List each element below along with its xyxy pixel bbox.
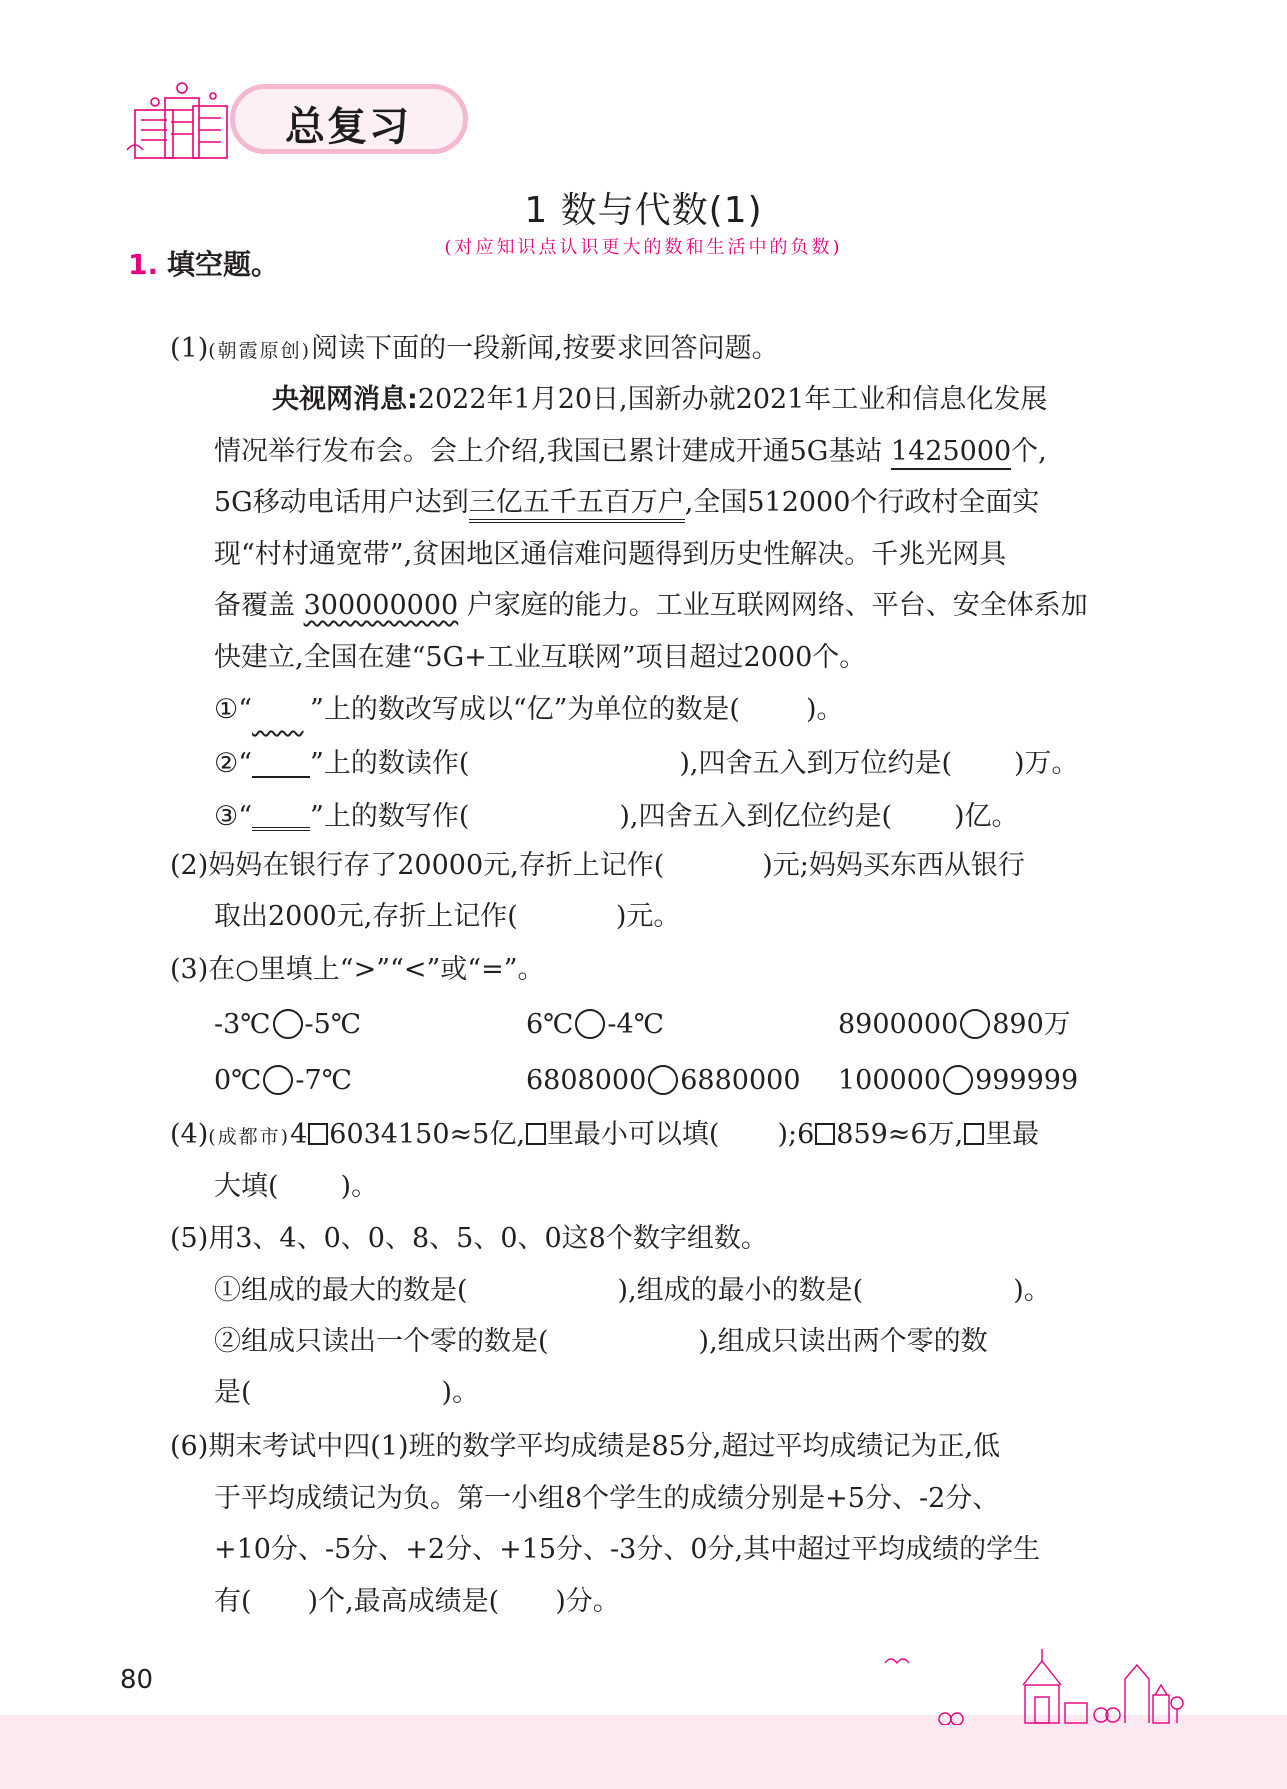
news-line-3: 5G移动电话用户达到三亿五千五百万户,全国512000个行政村全面实: [214, 486, 1039, 520]
part5-sub-2-cont: 是( )。: [214, 1377, 480, 1408]
digit-box[interactable]: [815, 1123, 835, 1145]
part6-line-3: +10分、-5分、+2分、+15分、-3分、0分,其中超过平均成绩的学生: [214, 1534, 1041, 1565]
part5-intro: (5)用3、4、0、0、8、5、0、0这8个数字组数。: [170, 1223, 768, 1254]
section-title: 1 数与代数(1): [524, 190, 763, 231]
page-number: 80: [120, 1665, 154, 1695]
sub-question-3: ③“ ”上的数写作( ),四舍五入到亿位约是( )亿。: [214, 796, 1019, 834]
double-underlined-number: 三亿五千五百万户: [469, 487, 685, 523]
compare-circle[interactable]: [648, 1065, 678, 1095]
question-heading: [128, 248, 279, 282]
part6-line-2: 于平均成绩记为负。第一小组8个学生的成绩分别是+5分、-2分、: [214, 1483, 1000, 1514]
question-number: 1.: [128, 248, 159, 281]
compare-circle[interactable]: [960, 1009, 990, 1039]
news-line-4: 现“村村通宽带”,贫困地区通信难问题得到历史性解决。千兆光网具: [214, 539, 1007, 570]
wavy-underlined-number: 300000000: [303, 590, 459, 621]
section-subtitle: (对应知识点认识更大的数和生活中的负数): [444, 237, 843, 258]
part4-line-2: 大填( )。: [214, 1171, 379, 1202]
comparison-4: 0℃ -7℃: [214, 1065, 352, 1096]
comparison-1: -3℃ -5℃: [214, 1009, 362, 1040]
part5-sub-1: ①组成的最大的数是( ),组成的最小的数是( )。: [214, 1275, 1051, 1306]
sub-question-1: ①“ ”上的数改写成以“亿”为单位的数是( )。: [214, 693, 844, 729]
banner-title: 总复习: [285, 104, 411, 150]
comparison-6: 100000 999999: [838, 1065, 1079, 1096]
news-line-6: 快建立,全国在建“5G+工业互联网”项目超过2000个。: [214, 642, 867, 673]
part6-line-4: 有( )个,最高成绩是( )分。: [214, 1586, 620, 1617]
source-tag: (朝霞原创): [208, 340, 312, 362]
digit-box-reference: [964, 1123, 984, 1145]
part4-line-1: (4)(成都市)4 6034150≈5亿, 里最小可以填( );6 859≈6万, 里最: [170, 1119, 1040, 1150]
underlined-number-1: 1425000: [891, 436, 1011, 470]
digit-box[interactable]: [308, 1123, 328, 1145]
part1-intro: (1)(朝霞原创)阅读下面的一段新闻,按要求回答问题。: [170, 333, 779, 364]
digit-box-reference: [526, 1123, 546, 1145]
compare-circle[interactable]: [273, 1009, 303, 1039]
comparison-3: 8900000 890万: [838, 1009, 1071, 1040]
part2-line-2: 取出2000元,存折上记作( )元。: [214, 901, 681, 932]
news-line-5: 备覆盖 300000000 户家庭的能力。工业互联网网络、平台、安全体系加: [214, 590, 1088, 621]
underline-marker: [252, 745, 310, 778]
comparison-5: 6808000 6880000: [526, 1065, 801, 1096]
part2-line-1: (2)妈妈在银行存了20000元,存折上记作( )元;妈妈买东西从银行: [170, 850, 1025, 881]
footer-band: [0, 1715, 1287, 1789]
news-source: 央视网消息:: [272, 384, 418, 415]
news-line-1: 央视网消息:2022年1月20日,国新办就2021年工业和信息化发展: [272, 384, 1048, 415]
part5-sub-2: ②组成只读出一个零的数是( ),组成只读出两个零的数: [214, 1326, 988, 1357]
compare-circle[interactable]: [943, 1065, 973, 1095]
source-tag: (成都市): [208, 1126, 291, 1148]
footer-town-illustration: [885, 1645, 1185, 1725]
wavy-underline-marker: [252, 699, 310, 729]
compare-circle[interactable]: [263, 1065, 293, 1095]
news-line-2: 情况举行发布会。会上介绍,我国已累计建成开通5G基站 1425000个,: [214, 435, 1047, 469]
part6-line-1: (6)期末考试中四(1)班的数学平均成绩是85分,超过平均成绩记为正,低: [170, 1431, 1001, 1462]
sub-question-2: ②“ ”上的数读作( ),四舍五入到万位约是( )万。: [214, 745, 1079, 781]
comparison-2: 6℃ -4℃: [526, 1009, 664, 1040]
compare-circle[interactable]: [575, 1009, 605, 1039]
part3-instruction: (3)在○里填上“>”“<”或“=”。: [170, 954, 545, 985]
double-underline-marker: [252, 796, 310, 831]
question-title: 填空题。: [167, 248, 280, 281]
